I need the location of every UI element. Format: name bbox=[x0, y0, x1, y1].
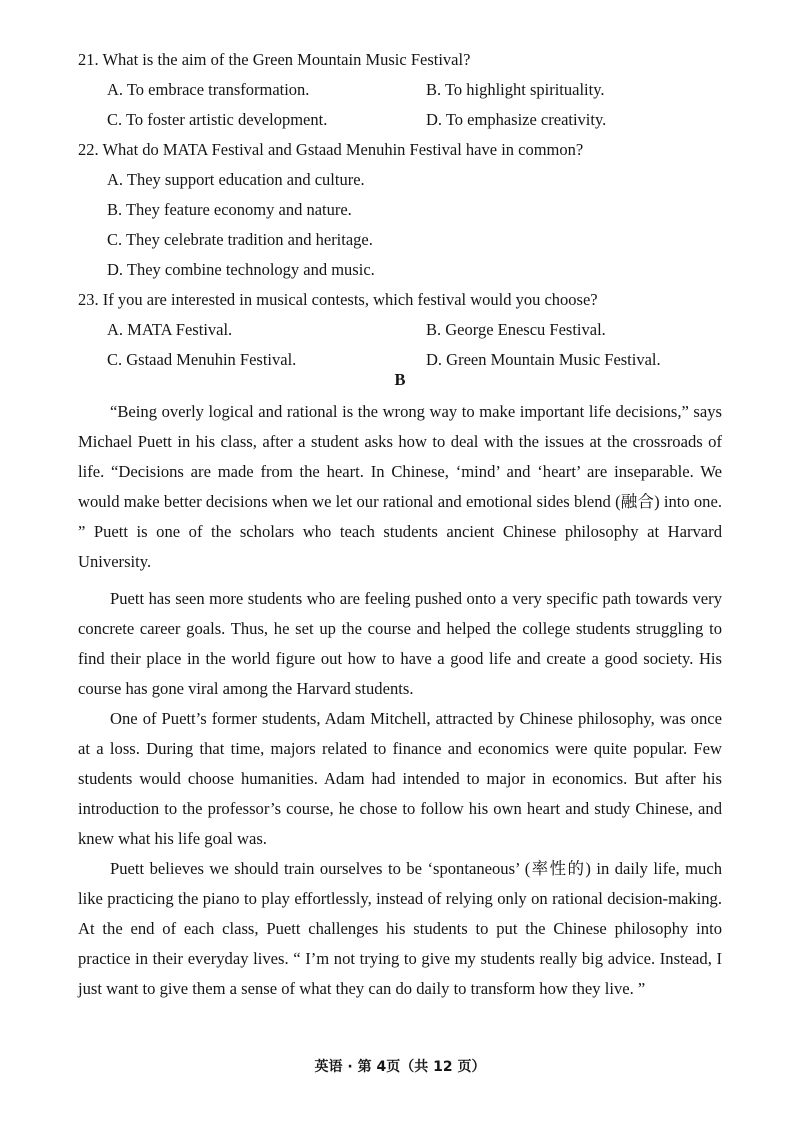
section-label: B bbox=[394, 370, 406, 389]
question-23-option-d: D. Green Mountain Music Festival. bbox=[426, 350, 661, 369]
question-23-stem: 23. If you are interested in musical contests, which festival would you choose? bbox=[78, 290, 598, 309]
question-22-option-a: A. They support education and culture. bbox=[107, 170, 365, 189]
page-footer: 英语 · 第 4页（共 12 页） bbox=[314, 1059, 486, 1075]
passage-paragraph-3: One of Puett’s former students, Adam Mitchell, attracted by Chinese philosophy, was once at a loss. During that time, majors related to finance and economics were quite popular. Few students would choose humanities. Adam had intended to major in economics. But after his introduction to the professor’s course, he chose to follow his own heart and study Chinese, and knew what his life goal was. bbox=[78, 709, 722, 848]
question-21-option-c: C. To foster artistic development. bbox=[107, 110, 328, 129]
passage-paragraph-2: Puett has seen more students who are feeling pushed onto a very specific path towards very concrete career goals. Thus, he set up the course and helped the college students struggling to find their place in the world figure out how to have a good life and create a good society. His course has gone viral among the Harvard students. bbox=[78, 589, 722, 698]
question-22-option-b: B. They feature economy and nature. bbox=[107, 200, 352, 219]
question-23-option-b: B. George Enescu Festival. bbox=[426, 320, 606, 339]
question-21-option-a: A. To embrace transformation. bbox=[107, 80, 310, 99]
question-22-option-c: C. They celebrate tradition and heritage. bbox=[107, 230, 373, 249]
question-21-stem: 21. What is the aim of the Green Mountain Music Festival? bbox=[78, 50, 471, 69]
passage-paragraph-4: Puett believes we should train ourselves to be ‘spontaneous’ (率性的) in daily life, much like practicing the piano to play effortlessly, instead of relying only on rational decision-making. At the end of each class, Puett challenges his students to put the Chinese philosophy into practice in their everyday lives. “ I’m not trying to give my students really big advice. Instead, I just want to give them a sense of what they can do daily to transform how they live. ” bbox=[78, 859, 722, 998]
question-21-option-b: B. To highlight spirituality. bbox=[426, 80, 605, 99]
question-23-option-c: C. Gstaad Menuhin Festival. bbox=[107, 350, 297, 369]
passage-paragraph-1: “Being overly logical and rational is the wrong way to make important life decisions,” says Michael Puett in his class, after a student asks how to deal with the issues at the crossroads of life. “Decisions are made from the heart. In Chinese, ‘mind’ and ‘heart’ are inseparable. We would make better decisions when we let our rational and emotional sides blend (融合) into one. ” Puett is one of the scholars who teach students ancient Chinese philosophy at Harvard University. bbox=[78, 402, 722, 571]
question-22-option-d: D. They combine technology and music. bbox=[107, 260, 375, 279]
question-23-option-a: A. MATA Festival. bbox=[107, 320, 233, 339]
question-22-stem: 22. What do MATA Festival and Gstaad Menuhin Festival have in common? bbox=[78, 140, 584, 159]
question-21-option-d: D. To emphasize creativity. bbox=[426, 110, 607, 129]
